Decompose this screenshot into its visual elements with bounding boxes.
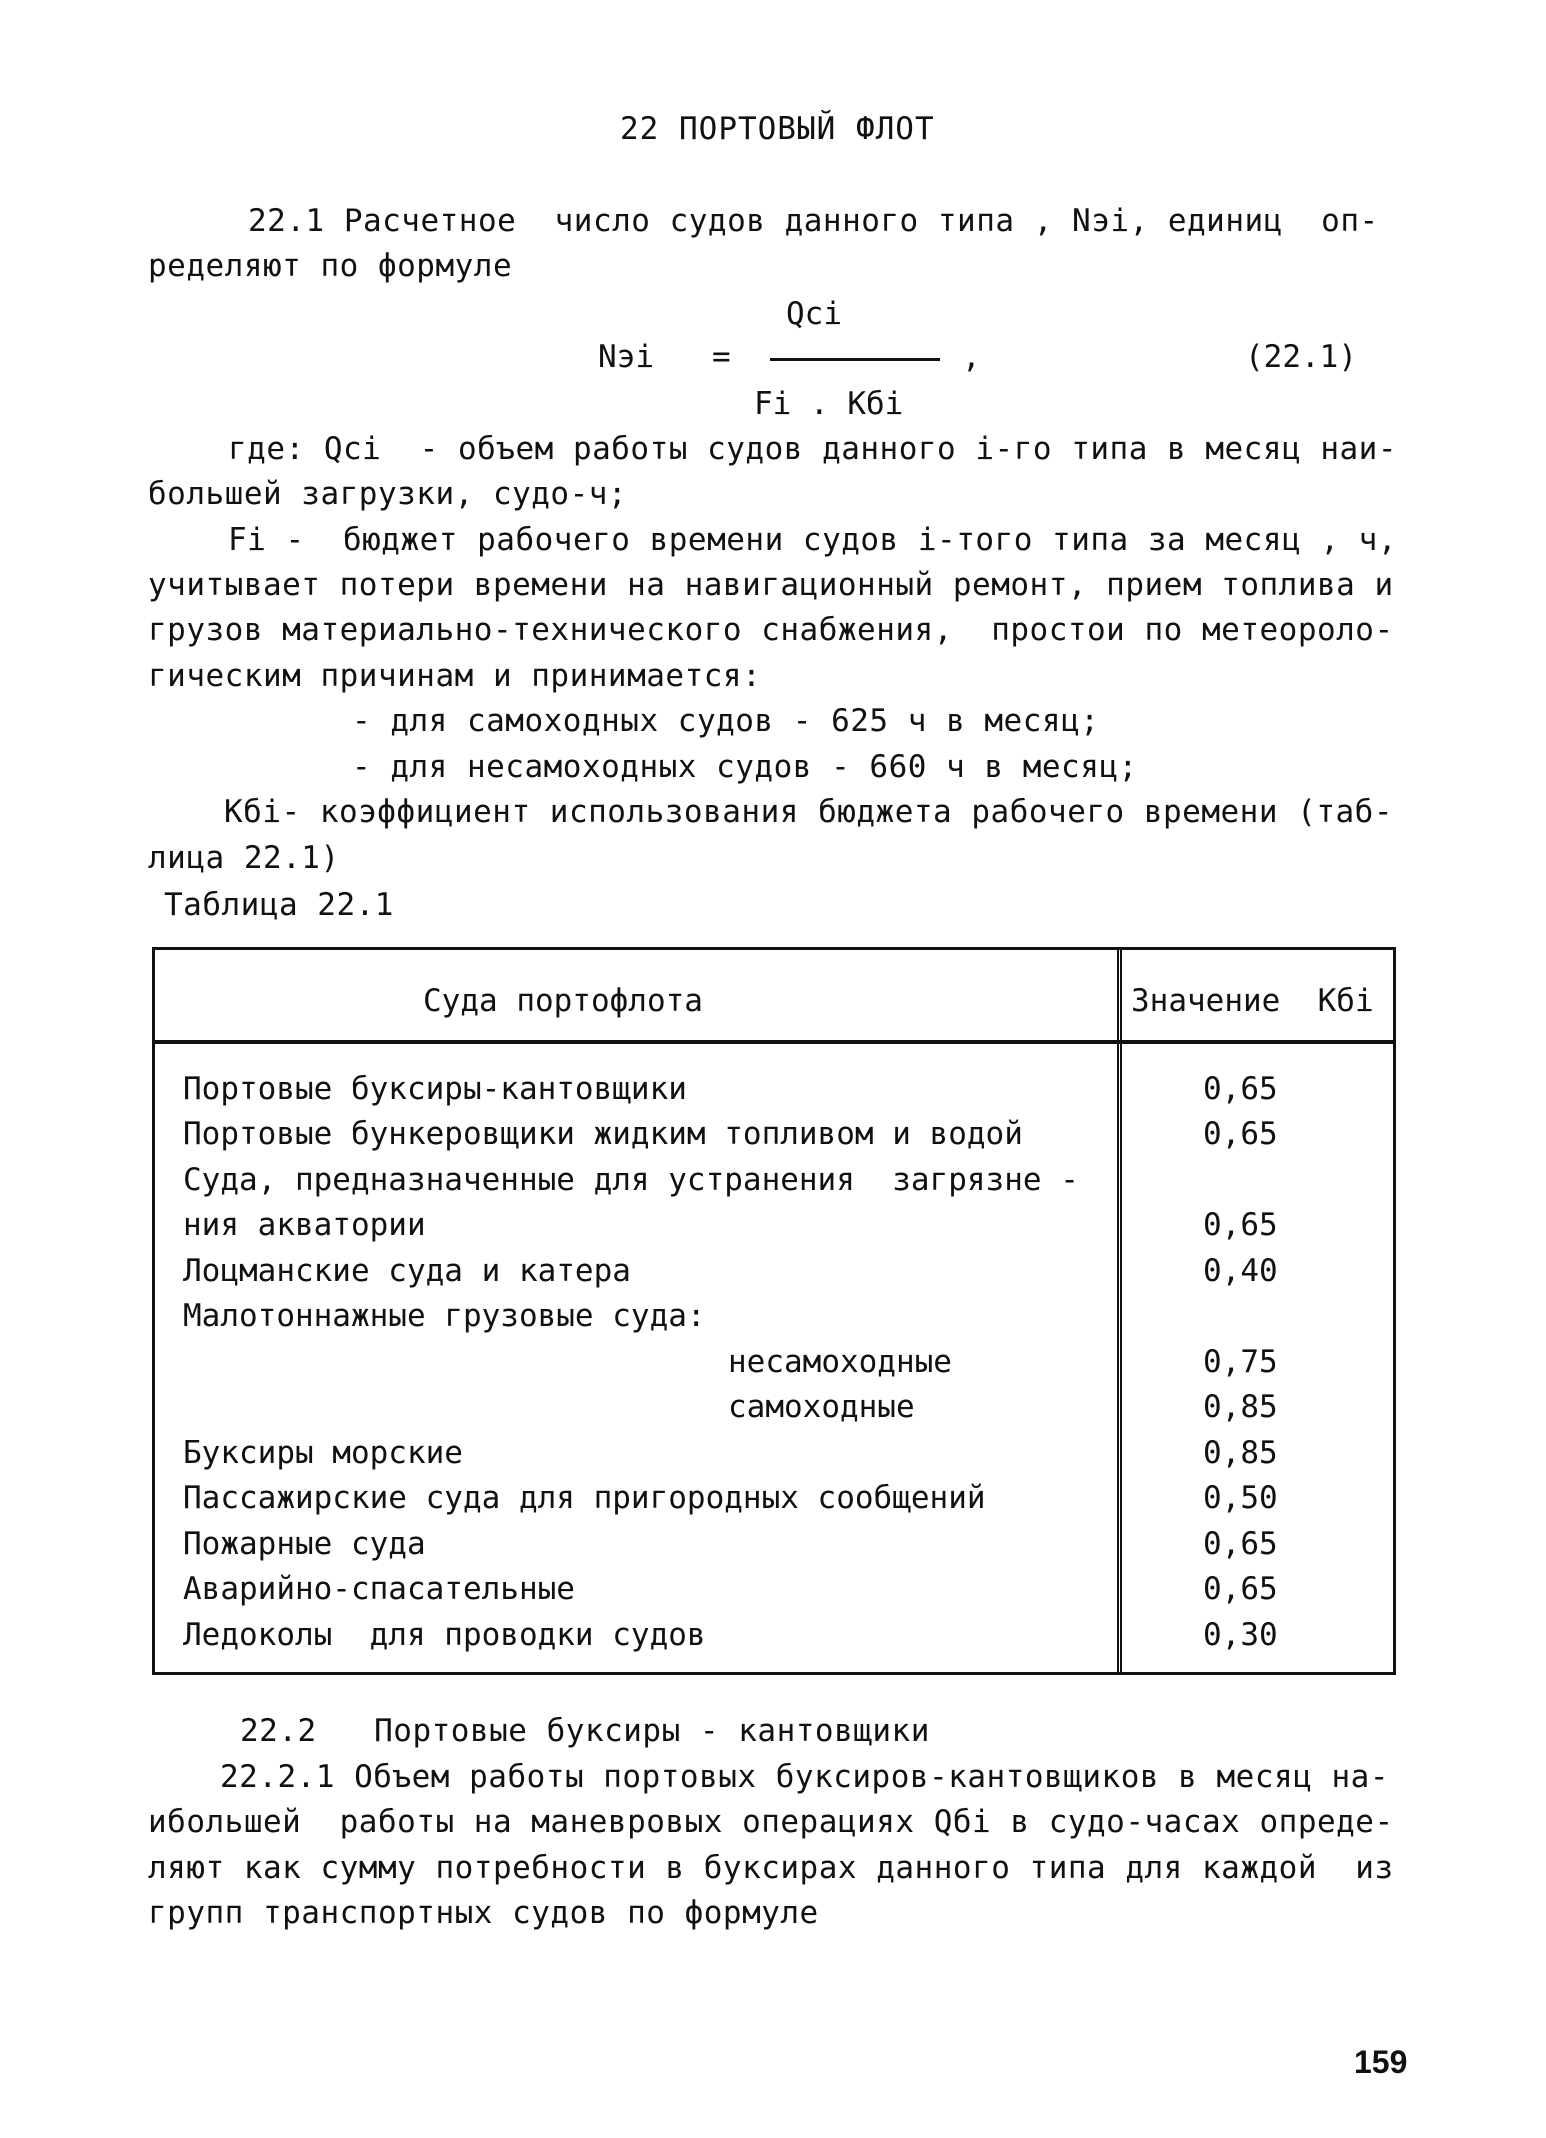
table-row-name: Малотоннажные грузовые суда: [183,1298,706,1334]
fraction-bar [770,358,940,361]
table-column-separator [1117,950,1122,1672]
table-header-vessels: Суда портофлота [423,983,703,1019]
definition-k-line-2: лица 22.1) [148,840,340,876]
table-header-separator [155,1040,1393,1044]
page-number: 159 [1354,2044,1408,2080]
section-line-3: ляют как сумму потребности в буксирах данного типа для каждой из [148,1850,1394,1886]
section-line-4: групп транспортных судов по формуле [148,1895,819,1931]
definition-q-line-1: где: Qci - объем работы судов данного i-го типа в месяц наи- [228,431,1397,467]
definition-f-line-4: гическим причинам и принимается: [148,658,762,694]
table-row-value: 0,40 [1203,1253,1278,1289]
coefficient-table [152,947,1396,1675]
definition-k-line-1: Kбi- коэффициент использования бюджета рабочего времени (таб- [224,794,1393,830]
section-line-1: 22.2.1 Объем работы портовых буксиров-кантовщиков в месяц на- [220,1759,1389,1795]
formula-reference: (22.1) [1245,339,1357,375]
formula-comma: , [962,339,981,375]
table-row-name: Портовые бункеровщики жидким топливом и водой [183,1116,1023,1152]
table-row-value: 0,30 [1203,1617,1278,1653]
table-row-value: 0,85 [1203,1435,1278,1471]
section-line-2: ибольшей работы на маневровых операциях Qбi в судо-часах опреде- [148,1804,1394,1840]
bullet-self-propelled: - для самоходных судов - 625 ч в месяц; [352,703,1100,739]
table-row-name: Лоцманские суда и катера [183,1253,631,1289]
table-header-value: Значение Kбi [1131,983,1374,1019]
table-row-name: несамоходные [728,1344,952,1380]
intro-line-1: 22.1 Расчетное число судов данного типа , Nэi, единиц оп- [248,203,1379,239]
formula-numerator: Qci [786,296,842,332]
definition-f-line-2: учитывает потери времени на навигационный ремонт, прием топлива и [148,567,1394,603]
table-row-value: 0,65 [1203,1571,1278,1607]
bullet-non-self-propelled: - для несамоходных судов - 660 ч в месяц; [352,749,1138,785]
table-row-value: 0,50 [1203,1480,1278,1516]
table-row-value: 0,85 [1203,1389,1278,1425]
formula-equals: = [712,339,731,375]
table-row-name: Суда, предназначенные для устранения загрязне - [183,1162,1079,1198]
formula-denominator: Fi . Kбi [754,386,904,422]
page-title: 22 ПОРТОВЫЙ ФЛОТ [620,111,935,147]
table-row-name: ния акватории [183,1207,426,1243]
definition-f-line-1: Fi - бюджет рабочего времени судов i-того типа за месяц , ч, [228,522,1397,558]
table-row-name: Буксиры морские [183,1435,463,1471]
table-row-name: Пожарные суда [183,1526,426,1562]
formula-lhs: Nэi [598,339,654,375]
table-caption: Таблица 22.1 [164,887,394,923]
definition-f-line-3: грузов материально-технического снабжения, простои по метеороло- [148,612,1394,648]
table-row-name: Аварийно-спасательные [183,1571,575,1607]
table-row-value: 0,75 [1203,1344,1278,1380]
intro-line-2: ределяют по формуле [148,248,513,284]
table-row-value: 0,65 [1203,1207,1278,1243]
table-row-value: 0,65 [1203,1071,1278,1107]
table-row-name: Портовые буксиры-кантовщики [183,1071,687,1107]
table-row-name: самоходные [728,1389,915,1425]
table-row-name: Пассажирские суда для пригородных сообщений [183,1480,986,1516]
table-row-name: Ледоколы для проводки судов [183,1617,706,1653]
section-heading: 22.2 Портовые буксиры - кантовщики [240,1713,930,1749]
table-row-value: 0,65 [1203,1526,1278,1562]
table-row-value: 0,65 [1203,1116,1278,1152]
definition-q-line-2: большей загрузки, судо-ч; [148,476,628,512]
